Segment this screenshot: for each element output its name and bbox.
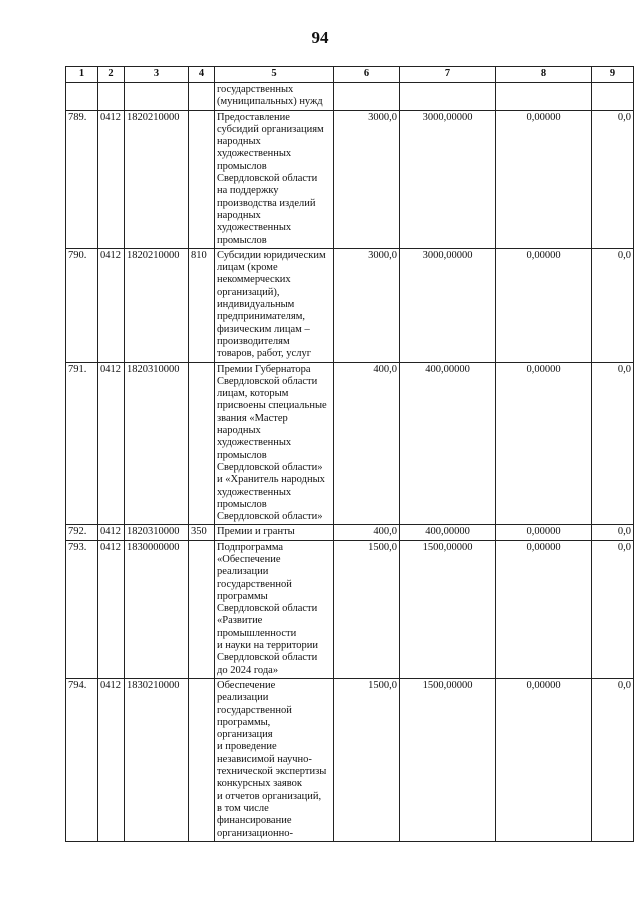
header-cell: 5 <box>215 67 334 83</box>
amount-2: 400,00000 <box>400 525 496 540</box>
header-cell: 9 <box>592 67 634 83</box>
item-name: Премии Губернатора Свердловской области лицам, которым присвоены специальные звания «Мастер народных художественных промыслов Свердловской области» и «Хранитель народных художественных промыслов Свердловской области» <box>215 362 334 525</box>
item-name: Предоставление субсидий организациям народных художественных промыслов Свердловской области на поддержку производства изделий народных художественных промыслов <box>215 110 334 248</box>
amount-3 <box>496 83 592 111</box>
section-code: 0412 <box>98 362 125 525</box>
amount-3: 0,00000 <box>496 110 592 248</box>
item-name: Субсидии юридическим лицам (кроме некоммерческих организаций), индивидуальным предпринимателям, физическим лицам – производителям товаров, работ, услуг <box>215 248 334 362</box>
amount-2: 400,00000 <box>400 362 496 525</box>
section-code: 0412 <box>98 678 125 841</box>
budget-table <box>65 66 634 842</box>
target-code: 1820310000 <box>125 525 189 540</box>
amount-3: 0,00000 <box>496 248 592 362</box>
amount-3: 0,00000 <box>496 362 592 525</box>
row-number: 792. <box>66 525 98 540</box>
amount-4: 0,0 <box>592 110 634 248</box>
amount-3: 0,00000 <box>496 540 592 678</box>
expense-type <box>189 678 215 841</box>
table-row <box>66 678 634 841</box>
header-cell: 6 <box>334 67 400 83</box>
row-number <box>66 83 98 111</box>
row-number: 789. <box>66 110 98 248</box>
table-row <box>66 362 634 525</box>
item-name: Подпрограмма «Обеспечение реализации государственной программы Свердловской области «Развитие промышленности и науки на территории Свердловской области до 2024 года» <box>215 540 334 678</box>
amount-4: 0,0 <box>592 540 634 678</box>
amount-3: 0,00000 <box>496 678 592 841</box>
header-cell: 3 <box>125 67 189 83</box>
item-name: Обеспечение реализации государственной программы, организация и проведение независимой научно- технической экспертизы конкурсных заявок и отчетов организаций, в том числе финансирование организационно- <box>215 678 334 841</box>
item-name: Премии и гранты <box>215 525 334 540</box>
target-code: 1820210000 <box>125 110 189 248</box>
row-number: 790. <box>66 248 98 362</box>
target-code: 1820210000 <box>125 248 189 362</box>
amount-1: 400,0 <box>334 362 400 525</box>
table-row <box>66 83 634 111</box>
expense-type <box>189 362 215 525</box>
item-name: государственных (муниципальных) нужд <box>215 83 334 111</box>
amount-4 <box>592 83 634 111</box>
amount-3: 0,00000 <box>496 525 592 540</box>
row-number: 793. <box>66 540 98 678</box>
section-code: 0412 <box>98 248 125 362</box>
amount-4: 0,0 <box>592 248 634 362</box>
expense-type: 810 <box>189 248 215 362</box>
amount-2: 1500,00000 <box>400 540 496 678</box>
amount-2 <box>400 83 496 111</box>
amount-1 <box>334 83 400 111</box>
section-code: 0412 <box>98 110 125 248</box>
amount-1: 400,0 <box>334 525 400 540</box>
expense-type: 350 <box>189 525 215 540</box>
expense-type <box>189 110 215 248</box>
target-code: 1830210000 <box>125 678 189 841</box>
table-row <box>66 110 634 248</box>
amount-2: 3000,00000 <box>400 248 496 362</box>
header-row <box>66 67 634 83</box>
target-code: 1830000000 <box>125 540 189 678</box>
header-cell: 2 <box>98 67 125 83</box>
page-number: 94 <box>311 28 329 47</box>
amount-1: 3000,0 <box>334 248 400 362</box>
header-cell: 4 <box>189 67 215 83</box>
section-code: 0412 <box>98 525 125 540</box>
amount-1: 1500,0 <box>334 540 400 678</box>
header-cell: 7 <box>400 67 496 83</box>
table-row <box>66 540 634 678</box>
amount-2: 1500,00000 <box>400 678 496 841</box>
amount-2: 3000,00000 <box>400 110 496 248</box>
table-row <box>66 248 634 362</box>
row-number: 794. <box>66 678 98 841</box>
table-row <box>66 525 634 540</box>
amount-4: 0,0 <box>592 678 634 841</box>
target-code <box>125 83 189 111</box>
amount-4: 0,0 <box>592 362 634 525</box>
amount-1: 3000,0 <box>334 110 400 248</box>
header-cell: 1 <box>66 67 98 83</box>
target-code: 1820310000 <box>125 362 189 525</box>
section-code <box>98 83 125 111</box>
section-code: 0412 <box>98 540 125 678</box>
expense-type <box>189 540 215 678</box>
amount-1: 1500,0 <box>334 678 400 841</box>
header-cell: 8 <box>496 67 592 83</box>
amount-4: 0,0 <box>592 525 634 540</box>
row-number: 791. <box>66 362 98 525</box>
expense-type <box>189 83 215 111</box>
